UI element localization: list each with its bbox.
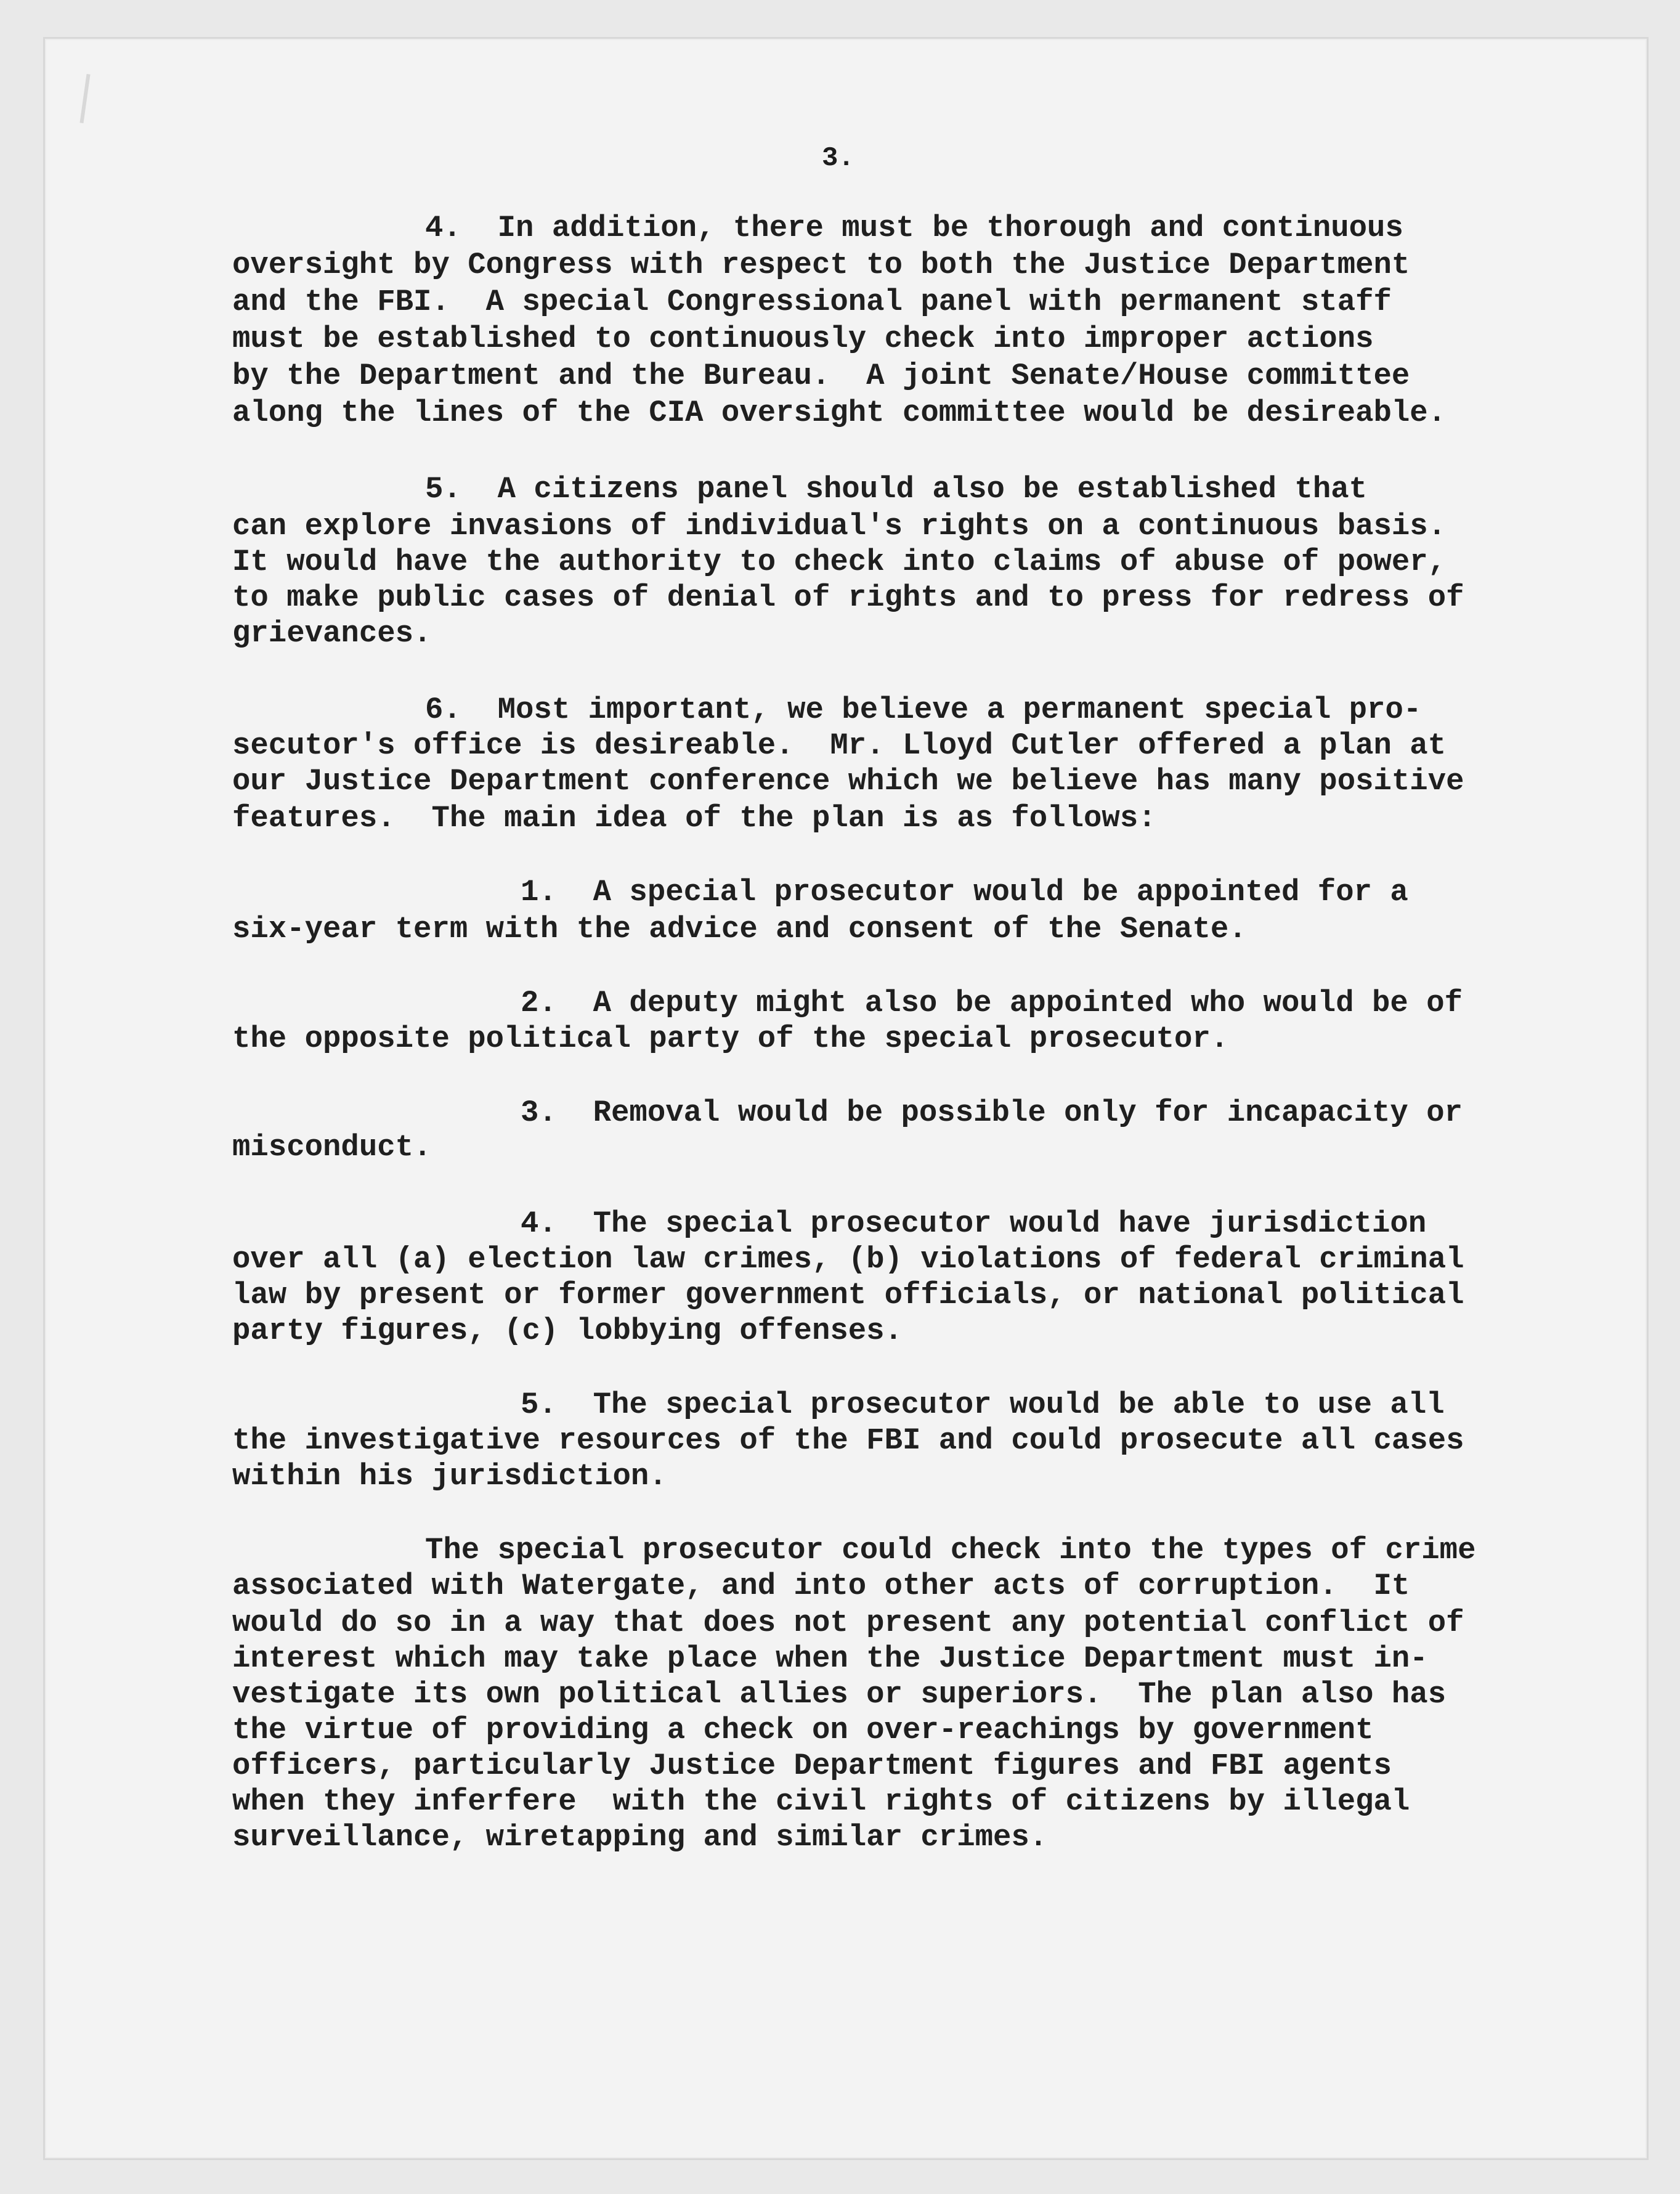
text-line: can explore invasions of individual's rights on a continuous basis. bbox=[232, 509, 1447, 543]
text-line: It would have the authority to check into claims of abuse of power, bbox=[232, 545, 1447, 579]
text-line: the opposite political party of the special prosecutor. bbox=[232, 1022, 1229, 1056]
text-line: 6. Most important, we believe a permanent special pro- bbox=[425, 693, 1422, 727]
text-line: oversight by Congress with respect to both the Justice Department bbox=[232, 248, 1410, 282]
text-line: the investigative resources of the FBI and could prosecute all cases bbox=[232, 1423, 1464, 1458]
text-line: 2. A deputy might also be appointed who would be of bbox=[521, 986, 1463, 1020]
text-line: within his jurisdiction. bbox=[232, 1459, 667, 1493]
text-line: secutor's office is desireable. Mr. Lloyd Cutler offered a plan at bbox=[232, 728, 1447, 763]
text-line: misconduct. bbox=[232, 1130, 432, 1164]
text-line: The special prosecutor could check into the types of crime bbox=[425, 1533, 1476, 1567]
text-line: vestigate its own political allies or superiors. The plan also has bbox=[232, 1677, 1447, 1712]
text-line: would do so in a way that does not present any potential conflict of bbox=[232, 1606, 1464, 1640]
text-line: over all (a) election law crimes, (b) violations of federal criminal bbox=[232, 1242, 1464, 1277]
text-line: to make public cases of denial of rights and to press for redress of bbox=[232, 580, 1464, 615]
text-line: 3. Removal would be possible only for incapacity or bbox=[521, 1095, 1463, 1130]
text-line: party figures, (c) lobbying offenses. bbox=[232, 1314, 903, 1348]
text-line: and the FBI. A special Congressional panel with permanent staff bbox=[232, 285, 1392, 319]
text-line: grievances. bbox=[232, 616, 432, 651]
text-line: features. The main idea of the plan is as follows: bbox=[232, 801, 1156, 835]
text-line: 5. The special prosecutor would be able to use all bbox=[521, 1388, 1445, 1422]
text-line: our Justice Department conference which we believe has many positive bbox=[232, 764, 1464, 798]
text-line: 4. The special prosecutor would have jurisdiction bbox=[521, 1206, 1427, 1241]
text-line: 4. In addition, there must be thorough and continuous bbox=[425, 211, 1403, 245]
text-line: when they inferfere with the civil rights of citizens by illegal bbox=[232, 1784, 1410, 1819]
text-line: associated with Watergate, and into other acts of corruption. It bbox=[232, 1569, 1410, 1603]
text-line: along the lines of the CIA oversight committee would be desireable. bbox=[232, 396, 1447, 430]
text-line: 1. A special prosecutor would be appointed for a bbox=[521, 875, 1408, 909]
text-line: interest which may take place when the Justice Department must in- bbox=[232, 1641, 1428, 1676]
text-line: six-year term with the advice and consent of the Senate. bbox=[232, 912, 1247, 946]
text-line: must be established to continuously check into improper actions bbox=[232, 322, 1374, 356]
text-line: 5. A citizens panel should also be established that bbox=[425, 472, 1368, 506]
text-line: law by present or former government officials, or national political bbox=[232, 1278, 1464, 1312]
text-line: officers, particularly Justice Department figures and FBI agents bbox=[232, 1749, 1392, 1783]
text-line: the virtue of providing a check on over-reachings by government bbox=[232, 1713, 1374, 1747]
page-number: 3. bbox=[822, 143, 854, 174]
text-line: by the Department and the Bureau. A joint Senate/House committee bbox=[232, 359, 1410, 393]
text-line: surveillance, wiretapping and similar crimes. bbox=[232, 1820, 1048, 1855]
